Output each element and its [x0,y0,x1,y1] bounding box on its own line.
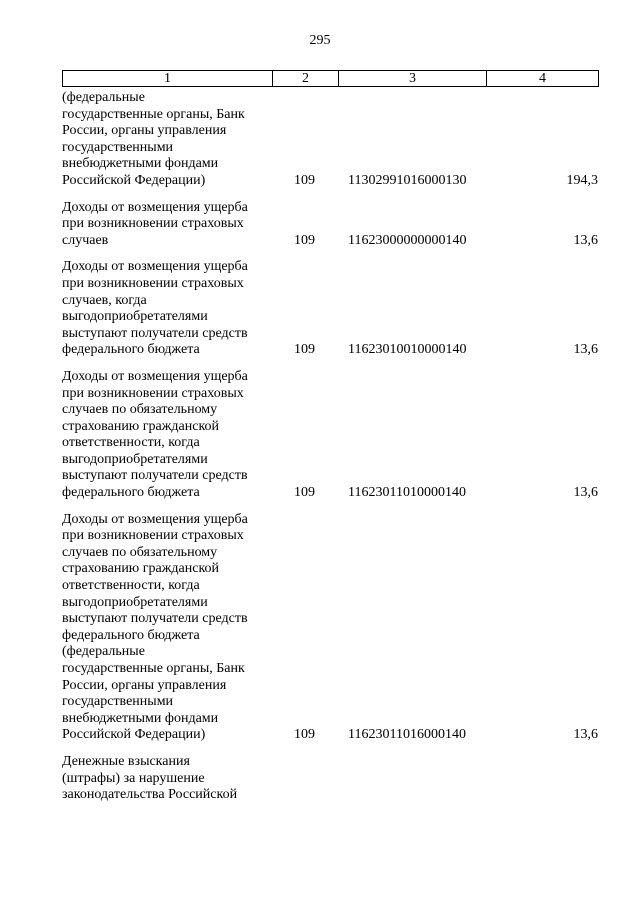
description-line: Доходы от возмещения ущерба [62,368,248,384]
description-line: Доходы от возмещения ущерба [62,199,248,215]
description-line: страхованию гражданской [62,418,220,434]
description-line: выступают получатели средств [62,468,248,484]
amount: 13,6 [573,342,598,358]
row-description [62,512,267,744]
description-line: выгодоприобретателями [62,451,208,467]
amount: 194,3 [566,172,598,188]
column-header-1: 1 [63,71,273,87]
column-header-3: 3 [339,71,487,87]
table-row [62,200,598,250]
table-row [62,754,598,804]
description-line: России, органы управления [62,677,227,693]
description-line: выступают получатели средств [62,611,248,627]
description-line: страхованию гражданской [62,561,220,577]
description-line: государственными [62,694,174,710]
admin-code: 109 [294,485,315,501]
description-line: федерального бюджета [62,627,200,643]
description-line: случаев по обязательному [62,402,218,418]
description-line: (федеральные [62,90,145,105]
admin-code: 109 [294,172,315,188]
admin-code: 109 [294,727,315,743]
table-row [62,512,598,744]
description-line: при возникновении страховых [62,275,244,291]
row-description [62,90,267,190]
description-line: федерального бюджета [62,342,200,358]
description-line: России, органы управления [62,123,227,139]
admin-code: 109 [294,342,315,358]
description-line: при возникновении страховых [62,216,244,232]
amount: 13,6 [573,727,598,743]
admin-code: 109 [294,232,315,248]
budget-classification-code: 11623010010000140 [348,342,467,358]
table-row [62,90,598,190]
description-line: случаев [62,232,109,248]
budget-classification-code: 11302991016000130 [348,172,467,188]
description-line: случаев по обязательному [62,544,218,560]
description-line: выступают получатели средств [62,325,248,341]
budget-classification-code: 11623000000000140 [348,232,467,248]
description-line: Российской Федерации) [62,727,206,743]
description-line: ответственности, когда [62,435,200,451]
column-header-4: 4 [487,71,599,87]
page-number: 295 [309,33,331,48]
description-line: выгодоприобретателями [62,309,208,325]
description-line: ответственности, когда [62,578,200,594]
description-line: государственными [62,139,174,155]
budget-classification-code: 11623011016000140 [348,727,466,743]
column-header-table [62,70,599,87]
description-line: Денежные взыскания [62,753,190,769]
description-line: (федеральные [62,644,145,660]
table-row [62,369,598,502]
row-description [62,200,267,250]
description-line: Российской Федерации) [62,172,206,188]
column-header-2: 2 [273,71,339,87]
row-description [62,754,267,804]
description-line: случаев, когда [62,292,147,308]
description-line: Доходы от возмещения ущерба [62,511,248,527]
description-line: государственные органы, Банк [62,106,245,122]
description-line: выгодоприобретателями [62,594,208,610]
description-line: законодательства Российской [62,787,238,803]
row-description [62,369,267,502]
description-line: Доходы от возмещения ущерба [62,259,248,275]
description-line: (штрафы) за нарушение [62,770,205,786]
table-row [62,259,598,359]
description-line: при возникновении страховых [62,385,244,401]
description-line: внебюджетными фондами [62,156,219,172]
row-description [62,259,267,359]
description-line: федерального бюджета [62,485,200,501]
budget-rows [62,90,598,814]
description-line: при возникновении страховых [62,528,244,544]
budget-classification-code: 11623011010000140 [348,485,466,501]
description-line: государственные органы, Банк [62,661,245,676]
amount: 13,6 [573,485,598,501]
description-line: внебюджетными фондами [62,710,219,726]
amount: 13,6 [573,232,598,248]
